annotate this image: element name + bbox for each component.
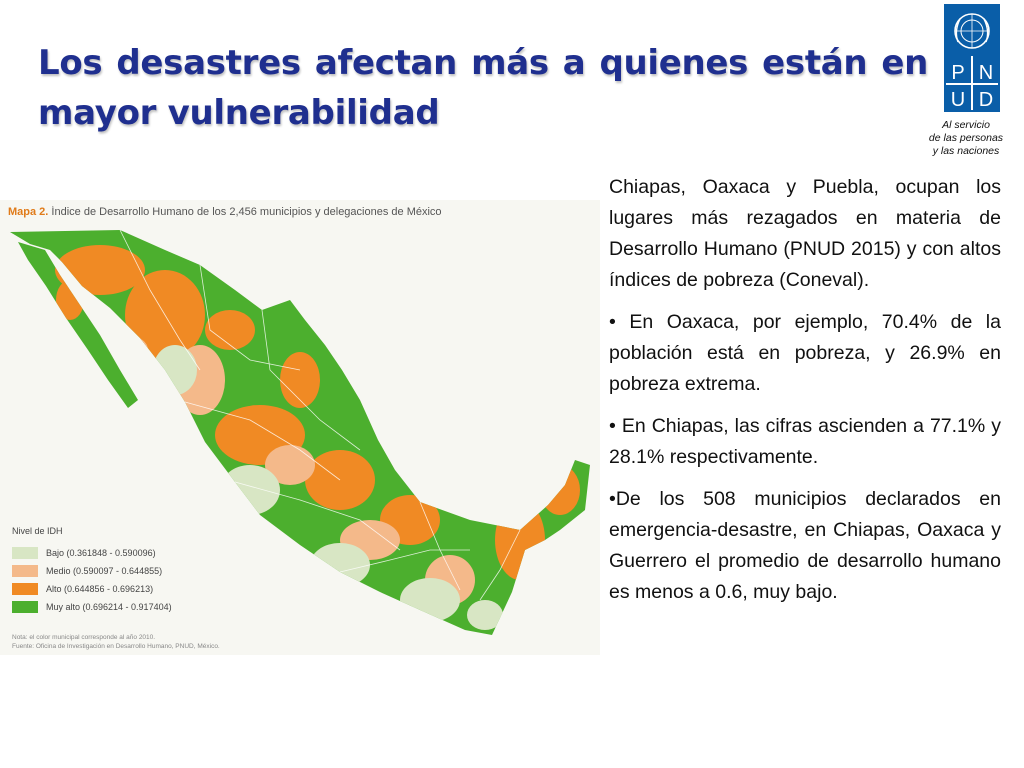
bullet-oaxaca: • En Oaxaca, por ejemplo, 70.4% de la población está en pobreza, y 26.9% en pobreza extrema. — [609, 311, 1001, 395]
logo-tagline — [918, 119, 1014, 158]
legend-item — [12, 598, 212, 616]
legend-label: Bajo (0.361848 - 0.590096) — [46, 548, 156, 558]
map-caption-label: Mapa 2. — [8, 206, 49, 218]
logo-letter-p: P — [951, 62, 965, 84]
tagline-line: de las personas — [928, 132, 1004, 144]
body-text — [609, 172, 1001, 619]
legend-title: Nivel de IDH — [12, 526, 63, 536]
legend-label: Medio (0.590097 - 0.644855) — [46, 566, 163, 576]
bullet-municipios: •De los 508 municipios declarados en emergencia-desastre, en Chiapas, Oaxaca y Guerrero el promedio de desarrollo humano es menos a 0.6, muy bajo. — [609, 488, 1001, 603]
map-caption — [8, 206, 593, 218]
legend-item — [12, 544, 212, 562]
tagline-line: Al servicio — [942, 119, 990, 131]
map-note: Nota: el color municipal corresponde al año 2010. — [12, 634, 156, 641]
map-caption-text: Índice de Desarrollo Humano de los 2,456 municipios y delegaciones de México — [51, 206, 442, 218]
pnud-logo — [944, 4, 1000, 112]
map-legend — [12, 526, 212, 616]
legend-swatch — [12, 565, 38, 577]
slide-title: Los desastres afectan más a quienes están en mayor vulnerabilidad — [38, 43, 928, 133]
tagline-line: y las naciones — [932, 145, 1000, 157]
legend-item — [12, 580, 212, 598]
legend-label: Alto (0.644856 - 0.696213) — [46, 584, 154, 594]
logo-letter-u: U — [950, 89, 966, 111]
map-note: Fuente: Oficina de Investigación en Desarrollo Humano, PNUD, México. — [12, 643, 220, 650]
legend-swatch — [12, 547, 38, 559]
un-emblem-icon — [955, 14, 989, 48]
legend-label: Muy alto (0.696214 - 0.917404) — [46, 602, 172, 612]
legend-item — [12, 562, 212, 580]
map-notes — [12, 633, 272, 651]
logo-letter-d: D — [978, 89, 994, 111]
legend-swatch — [12, 601, 38, 613]
legend-swatch — [12, 583, 38, 595]
paragraph-intro: Chiapas, Oaxaca y Puebla, ocupan los lugares más rezagados en materia de Desarrollo Humano (PNUD 2015) y con altos índices de pobreza (Coneval). — [609, 176, 1001, 291]
bullet-chiapas: • En Chiapas, las cifras ascienden a 77.1% y 28.1% respectivamente. — [609, 415, 1001, 468]
logo-letter-n: N — [978, 62, 994, 84]
